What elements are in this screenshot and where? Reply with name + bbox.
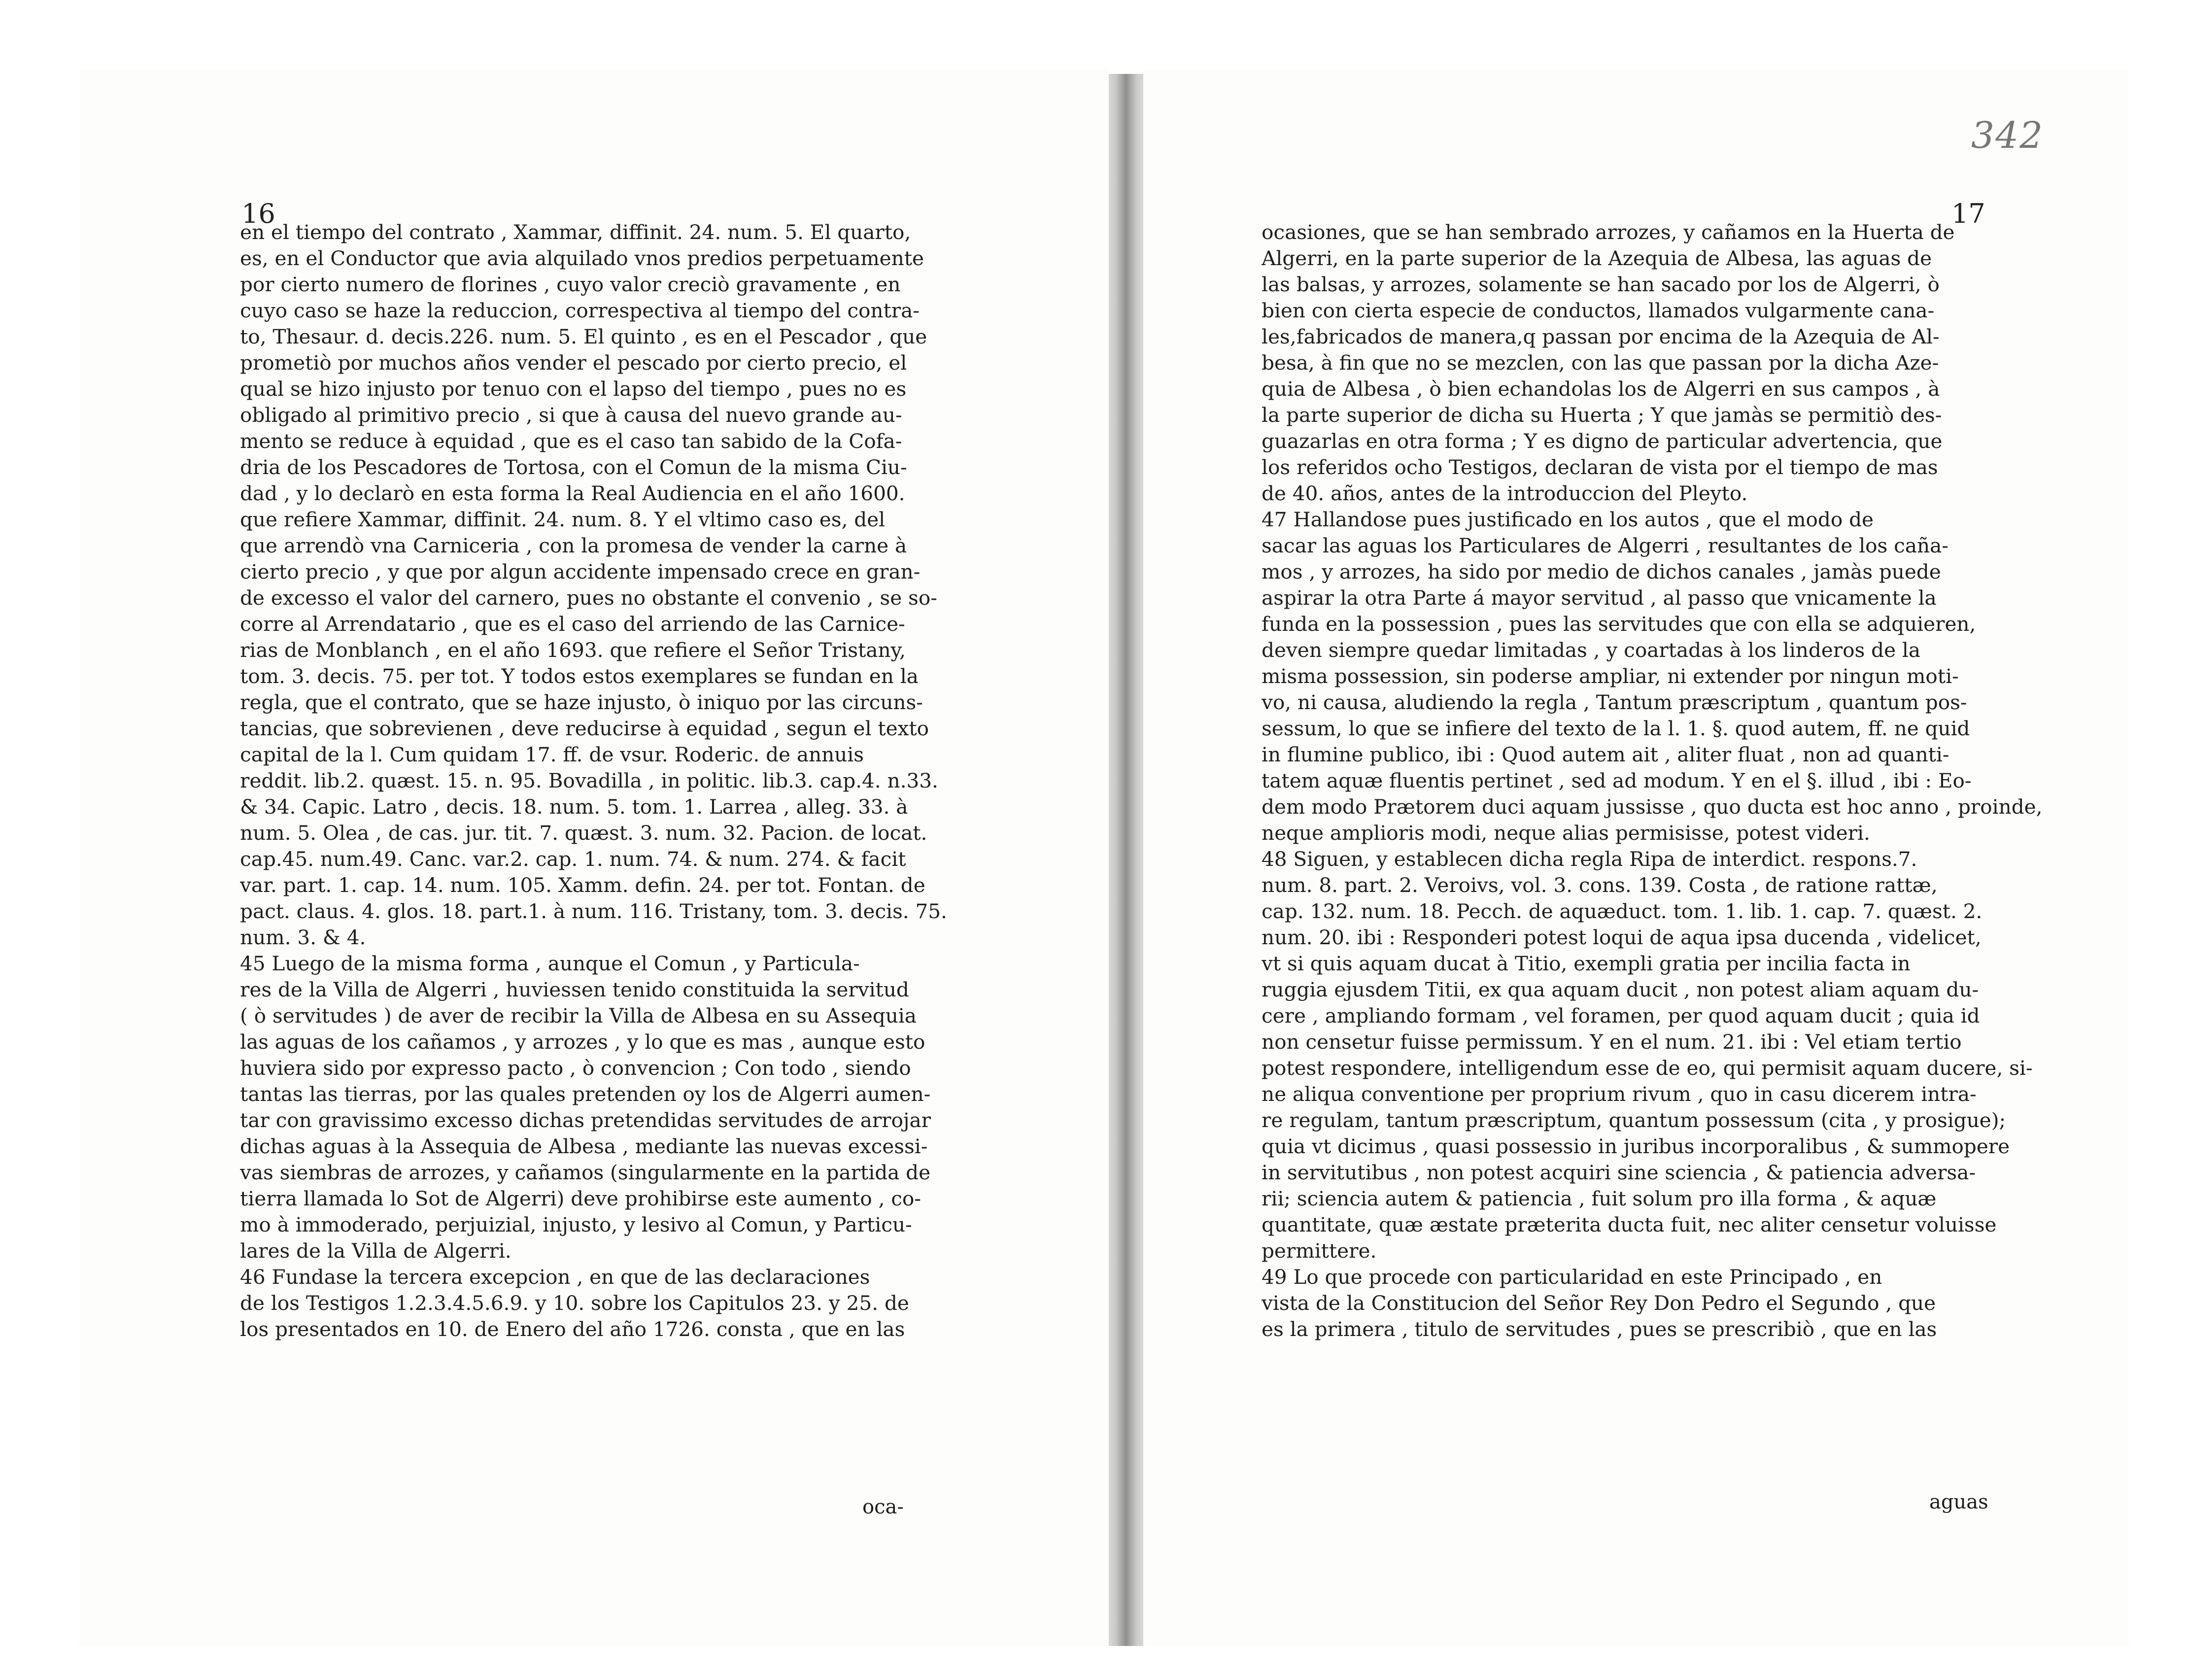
text-line: tatem aquæ fluentis pertinet , sed ad modum. Y en el §. illud , ibi : Eo- (1262, 769, 1972, 792)
text-line: reddit. lib.2. quæst. 15. n. 95. Bovadilla , in politic. lib.3. cap.4. n.33. (240, 769, 938, 792)
text-line: vas siembras de arrozes, y cañamos (singularmente en la partida de (240, 1161, 931, 1184)
text-line: ruggia ejusdem Titii, ex qua aquam ducit , non potest aliam aquam du- (1262, 978, 1979, 1001)
text-line: num. 5. Olea , de cas. jur. tit. 7. quæst. 3. num. 32. Pacion. de locat. (240, 821, 927, 845)
text-line: corre al Arrendatario , que es el caso del arriendo de las Carnice- (240, 612, 905, 636)
text-line: prometiò por muchos años vender el pescado por cierto precio, el (240, 351, 907, 375)
text-line: Algerri, en la parte superior de la Azequia de Albesa, las aguas de (1262, 246, 1932, 270)
text-line: las balsas, y arrozes, solamente se han sacado por los de Algerri, ò (1262, 273, 1940, 296)
text-line: la parte superior de dicha su Huerta ; Y que jamàs se permitiò des- (1262, 403, 1942, 427)
left-page (79, 69, 1109, 1646)
text-line: in servitutibus , non potest acquiri sine sciencia , & patiencia adversa- (1262, 1161, 1976, 1184)
text-line: 48 Siguen, y establecen dicha regla Ripa de interdict. respons.7. (1262, 847, 1917, 871)
text-line: que arrendò vna Carniceria , con la promesa de vender la carne à (240, 534, 907, 557)
text-line: que refiere Xammar, diffinit. 24. num. 8. Y el vltimo caso es, del (240, 508, 886, 531)
text-line: 46 Fundase la tercera excepcion , en que de las declaraciones (240, 1265, 870, 1289)
text-line: huviera sido por expresso pacto , ò convencion ; Con todo , siendo (240, 1056, 911, 1080)
text-line: 47 Hallandose pues justificado en los autos , que el modo de (1262, 508, 1874, 531)
text-line: rii; sciencia autem & patiencia , fuit solum pro illa forma , & aquæ (1262, 1187, 1937, 1210)
text-line: non censetur fuisse permissum. Y en el num. 21. ibi : Vel etiam tertio (1262, 1030, 1962, 1054)
text-line: quia vt dicimus , quasi possessio in juribus incorporalibus , & summopere (1262, 1134, 2010, 1158)
text-line: guazarlas en otra forma ; Y es digno de particular advertencia, que (1262, 429, 1943, 453)
text-line: quia de Albesa , ò bien echandolas los de Algerri en sus campos , à (1262, 377, 1940, 401)
text-line: obligado al primitivo precio , si que à causa del nuevo grande au- (240, 403, 902, 427)
text-line: les,fabricados de manera,q passan por encima de la Azequia de Al- (1262, 325, 1940, 348)
text-line: 49 Lo que procede con particularidad en este Principado , en (1262, 1265, 1882, 1289)
text-line: rias de Monblanch , en el año 1693. que refiere el Señor Tristany, (240, 638, 906, 662)
text-line: cap.45. num.49. Canc. var.2. cap. 1. num. 74. & num. 274. & facit (240, 847, 906, 871)
catchword: aguas (1929, 1491, 1988, 1513)
text-line: cierto precio , y que por algun accidente impensado crece en gran- (240, 560, 921, 583)
text-line: var. part. 1. cap. 14. num. 105. Xamm. defin. 24. per tot. Fontan. de (240, 873, 925, 897)
text-line: tar con gravissimo excesso dichas pretendidas servitudes de arrojar (240, 1108, 931, 1132)
folio-note: 342 (1971, 114, 2044, 157)
text-line: dad , y lo declarò en esta forma la Real Audiencia en el año 1600. (240, 481, 905, 505)
text-line: ocasiones, que se han sembrado arrozes, y cañamos en la Huerta de (1262, 220, 1955, 244)
text-line: deven siempre quedar limitadas , y coartadas à los linderos de la (1262, 638, 1921, 662)
text-line: cere , ampliando formam , vel foramen, per quod aquam ducit ; quia id (1262, 1004, 1980, 1028)
text-line: tierra llamada lo Sot de Algerri) deve prohibirse este aumento , co- (240, 1187, 921, 1210)
text-line: de 40. años, antes de la introduccion del Pleyto. (1262, 481, 1748, 505)
text-line: qual se hizo injusto por tenuo con el lapso del tiempo , pues no es (240, 377, 907, 401)
text-line: res de la Villa de Algerri , huviessen tenido constituida la servitud (240, 978, 909, 1001)
text-line: es, en el Conductor que avia alquilado vnos predios perpetuamente (240, 246, 924, 270)
text-line: ( ò servitudes ) de aver de recibir la Villa de Albesa en su Assequia (240, 1004, 917, 1028)
text-line: pact. claus. 4. glos. 18. part.1. à num. 116. Tristany, tom. 3. decis. 75. (240, 899, 947, 923)
text-line: dichas aguas à la Assequia de Albesa , mediante las nuevas excessi- (240, 1134, 928, 1158)
text-line: tancias, que sobrevienen , deve reducirse à equidad , segun el texto (240, 717, 929, 740)
text-line: ne aliqua conventione per proprium rivum , quo in casu dicerem intra- (1262, 1082, 1977, 1106)
text-line: de excesso el valor del carnero, pues no obstante el convenio , se so- (240, 586, 937, 610)
text-line: 45 Luego de la misma forma , aunque el Comun , y Particula- (240, 952, 860, 975)
text-line: funda en la possession , pues las servitudes que con ella se adquieren, (1262, 612, 1976, 636)
text-line: cuyo caso se haze la reduccion, correspectiva al tiempo del contra- (240, 299, 920, 322)
text-line: sessum, lo que se infiere del texto de la l. 1. §. quod autem, ff. ne quid (1262, 717, 1970, 740)
text-line: los presentados en 10. de Enero del año 1726. consta , que en las (240, 1317, 905, 1341)
right-page-text (1262, 219, 2080, 1342)
text-line: lares de la Villa de Algerri. (240, 1239, 512, 1263)
text-line: aspirar la otra Parte á mayor servitud , al passo que vnicamente la (1262, 586, 1937, 610)
text-line: vo, ni causa, aludiendo la regla , Tantum præscriptum , quantum pos- (1262, 690, 1967, 714)
left-page-text (240, 219, 1024, 1342)
text-line: por cierto numero de florines , cuyo valor creciò gravamente , en (240, 273, 901, 296)
text-line: bien con cierta especie de conductos, llamados vulgarmente cana- (1262, 299, 1935, 322)
page-number: 16 (241, 198, 275, 229)
text-line: neque amplioris modi, neque alias permisisse, potest videri. (1262, 821, 1870, 845)
text-line: cap. 132. num. 18. Pecch. de aquæduct. tom. 1. lib. 1. cap. 7. quæst. 2. (1262, 899, 1982, 923)
text-line: potest respondere, intelligendum esse de eo, qui permisit aquam ducere, si- (1262, 1056, 2033, 1080)
text-line: num. 3. & 4. (240, 926, 366, 949)
text-line: capital de la l. Cum quidam 17. ff. de vsur. Roderic. de annuis (240, 743, 864, 766)
text-line: num. 20. ibi : Responderi potest loqui de aqua ipsa ducenda , videlicet, (1262, 926, 1982, 949)
text-line: besa, à fin que no se mezclen, con las que passan por la dicha Aze- (1262, 351, 1939, 375)
text-line: vt si quis aquam ducat à Titio, exempli gratia per incilia facta in (1262, 952, 1911, 975)
text-line: mo à immoderado, perjuizial, injusto, y lesivo al Comun, y Particu- (240, 1213, 912, 1236)
page-number: 17 (1951, 198, 1985, 229)
text-line: tom. 3. decis. 75. per tot. Y todos estos exemplares se fundan en la (240, 664, 919, 688)
text-line: mos , y arrozes, ha sido por medio de dichos canales , jamàs puede (1262, 560, 1941, 583)
text-line: en el tiempo del contrato , Xammar, diffinit. 24. num. 5. El quarto, (240, 220, 911, 244)
catchword: oca- (862, 1496, 904, 1518)
text-line: regla, que el contrato, que se haze injusto, ò iniquo por las circuns- (240, 690, 923, 714)
text-line: num. 8. part. 2. Veroivs, vol. 3. cons. 139. Costa , de ratione rattæ, (1262, 873, 1938, 897)
text-line: los referidos ocho Testigos, declaran de vista por el tiempo de mas (1262, 455, 1938, 479)
text-line: misma possession, sin poderse ampliar, ni extender por ningun moti- (1262, 664, 1959, 688)
text-line: permittere. (1262, 1239, 1377, 1263)
text-line: es la primera , titulo de servitudes , pues se prescribiò , que en las (1262, 1317, 1937, 1341)
text-line: to, Thesaur. d. decis.226. num. 5. El quinto , es en el Pescador , que (240, 325, 927, 348)
text-line: tantas las tierras, por las quales pretenden oy los de Algerri aumen- (240, 1082, 931, 1106)
text-line: vista de la Constitucion del Señor Rey Don Pedro el Segundo , que (1262, 1291, 1936, 1315)
text-line: & 34. Capic. Latro , decis. 18. num. 5. tom. 1. Larrea , alleg. 33. à (240, 795, 908, 819)
text-line: sacar las aguas los Particulares de Algerri , resultantes de los caña- (1262, 534, 1948, 557)
text-line: dria de los Pescadores de Tortosa, con el Comun de la misma Ciu- (240, 455, 907, 479)
text-line: de los Testigos 1.2.3.4.5.6.9. y 10. sobre los Capitulos 23. y 25. de (240, 1291, 909, 1315)
text-line: quantitate, quæ æstate præterita ducta fuit, nec aliter censetur voluisse (1262, 1213, 1997, 1236)
right-page (1143, 69, 2129, 1646)
text-line: mento se reduce à equidad , que es el caso tan sabido de la Cofa- (240, 429, 902, 453)
text-line: dem modo Prætorem duci aquam jussisse , quo ducta est hoc anno , proinde, (1262, 795, 2043, 819)
text-line: las aguas de los cañamos , y arrozes , y lo que es mas , aunque esto (240, 1030, 925, 1054)
text-line: re regulam, tantum præscriptum, quantum possessum (cita , y prosigue); (1262, 1108, 2006, 1132)
text-line: in flumine publico, ibi : Quod autem ait , aliter fluat , non ad quanti- (1262, 743, 1949, 766)
